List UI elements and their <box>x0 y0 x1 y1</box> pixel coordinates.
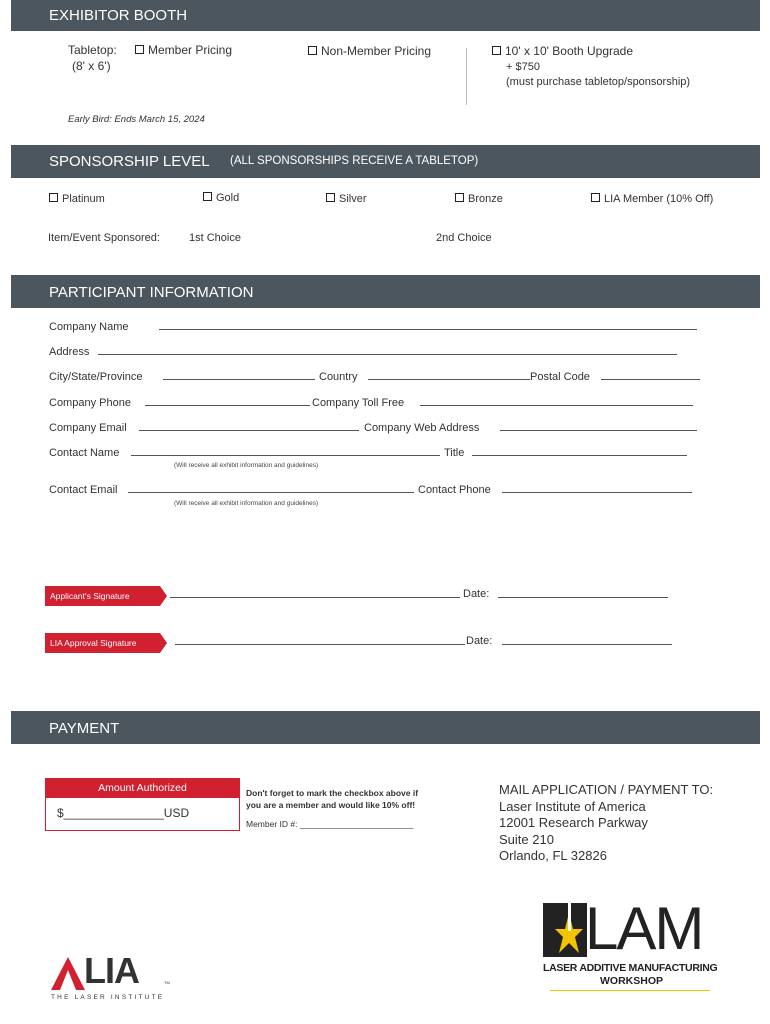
lam-underline <box>550 990 710 991</box>
applicant-signature-tag: Applicant's Signature <box>45 586 160 606</box>
upgrade-price: + $750 <box>506 61 540 73</box>
checkbox-icon[interactable] <box>203 192 212 201</box>
level-silver[interactable]: Silver <box>326 193 367 205</box>
email-field[interactable] <box>139 430 359 431</box>
sponsorship-header: SPONSORSHIP LEVEL (ALL SPONSORSHIPS RECEIVE A TABLETOP) <box>11 145 760 178</box>
checkbox-icon[interactable] <box>308 46 317 55</box>
second-choice-label[interactable]: 2nd Choice <box>436 232 492 244</box>
toll-free-field[interactable] <box>420 405 693 406</box>
amount-box <box>45 778 240 831</box>
payment-header: PAYMENT <box>11 711 760 744</box>
approval-signature-field[interactable] <box>175 644 465 645</box>
lia-triangle-icon <box>50 956 86 992</box>
first-choice-label[interactable]: 1st Choice <box>189 232 241 244</box>
phone-field[interactable] <box>145 405 310 406</box>
title-label: Title <box>444 447 465 459</box>
company-name-field[interactable] <box>159 329 697 330</box>
mail-address: MAIL APPLICATION / PAYMENT TO: Laser Institute of America 12001 Research Parkway Suite 210 Orlando, FL 32826 <box>499 782 714 863</box>
contact-phone-field[interactable] <box>502 492 692 493</box>
country-label: Country <box>319 371 358 383</box>
city-field[interactable] <box>163 379 315 380</box>
contact-name-label: Contact Name <box>49 447 120 459</box>
web-label: Company Web Address <box>364 422 480 434</box>
address-label: Address <box>49 346 90 358</box>
level-bronze[interactable]: Bronze <box>455 193 503 205</box>
email-label: Company Email <box>49 422 127 434</box>
checkbox-icon[interactable] <box>326 193 335 202</box>
date2-label: Date: <box>466 635 493 647</box>
checkbox-icon[interactable] <box>455 193 464 202</box>
lia-logo: LIA TM THE LASER INSTITUTE <box>51 950 170 1001</box>
web-field[interactable] <box>500 430 697 431</box>
address-field[interactable] <box>98 354 677 355</box>
date1-label: Date: <box>463 588 490 600</box>
divider <box>466 48 467 105</box>
tabletop-size: (8' x 6') <box>72 59 111 73</box>
checkbox-icon[interactable] <box>49 193 58 202</box>
checkbox-icon[interactable] <box>492 46 501 55</box>
item-sponsored-label: Item/Event Sponsored: <box>48 232 160 244</box>
phone-label: Company Phone <box>49 397 131 409</box>
lam-laser-icon <box>543 903 588 957</box>
member-pricing-option[interactable]: Member Pricing <box>135 43 232 57</box>
upgrade-note: (must purchase tabletop/sponsorship) <box>506 76 691 88</box>
checkbox-icon[interactable] <box>135 45 144 54</box>
amount-field[interactable]: $_______________USD <box>57 806 190 820</box>
participant-header: PARTICIPANT INFORMATION <box>11 275 760 308</box>
postal-field[interactable] <box>601 379 700 380</box>
date1-field[interactable] <box>498 597 668 598</box>
contact-email-label: Contact Email <box>49 484 118 496</box>
early-bird-note: Early Bird: Ends March 15, 2024 <box>68 114 205 125</box>
city-label: City/State/Province <box>49 371 143 383</box>
applicant-signature-field[interactable] <box>170 597 460 598</box>
company-name-label: Company Name <box>49 321 129 333</box>
toll-free-label: Company Toll Free <box>312 397 405 409</box>
exhibitor-header: EXHIBITOR BOOTH <box>11 0 760 31</box>
contact-email-field[interactable] <box>128 492 414 493</box>
contact-name-note: (Will receive all exhibit information and guidelines) <box>174 462 319 469</box>
contact-email-note: (Will receive all exhibit information and guidelines) <box>174 500 319 507</box>
date2-field[interactable] <box>502 644 672 645</box>
amount-title: Amount Authorized <box>46 779 239 798</box>
checkbox-icon[interactable] <box>591 193 600 202</box>
level-platinum[interactable]: Platinum <box>49 193 105 205</box>
booth-upgrade-option[interactable]: 10' x 10' Booth Upgrade <box>492 44 633 58</box>
postal-label: Postal Code <box>530 371 590 383</box>
country-field[interactable] <box>368 379 530 380</box>
non-member-pricing-option[interactable]: Non-Member Pricing <box>308 44 431 58</box>
approval-signature-tag: LIA Approval Signature <box>45 633 160 653</box>
contact-name-field[interactable] <box>131 455 440 456</box>
lam-logo: LAM LASER ADDITIVE MANUFACTURING WORKSHOP <box>540 900 720 995</box>
level-lia-member[interactable]: LIA Member (10% Off) <box>591 193 713 205</box>
member-id-field[interactable]: Member ID #: ________________________ <box>246 819 414 829</box>
tabletop-label: Tabletop: <box>68 43 117 57</box>
level-gold[interactable]: Gold <box>203 192 239 204</box>
contact-phone-label: Contact Phone <box>418 484 491 496</box>
title-field[interactable] <box>472 455 687 456</box>
member-reminder: Don't forget to mark the checkbox above if you are a member and would like 10% off! <box>246 788 419 810</box>
